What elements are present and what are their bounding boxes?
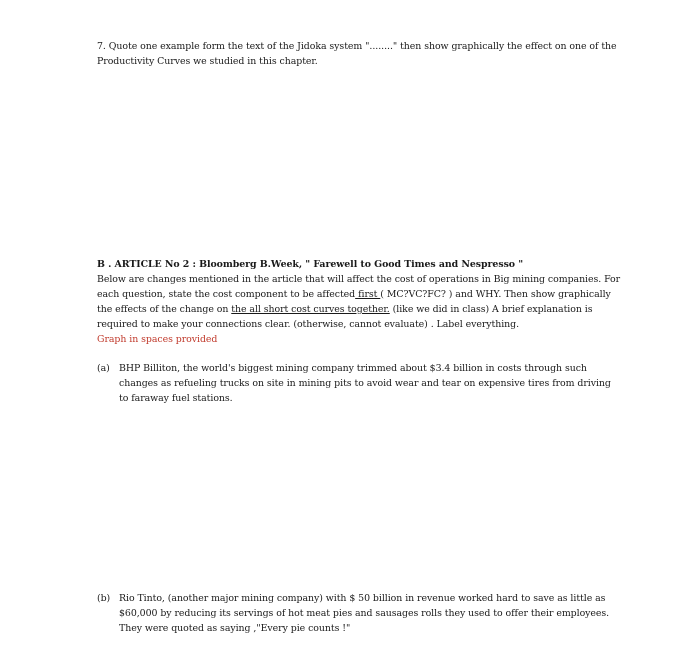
item-b (97, 591, 657, 636)
graph-space-note: Graph in spaces provided (97, 334, 218, 345)
section-b-instructions-line-2 (97, 287, 657, 302)
section-b-instructions-line-1: Below are changes mentioned in the article that will affect the cost of operations in Big mining companies. For (97, 274, 621, 285)
question-7-line-2: Productivity Curves we studied in this chapter. (97, 56, 318, 67)
section-b (97, 257, 657, 347)
section-b-instructions-line-4: required to make your connections clear. (otherwise, cannot evaluate) . Label everything. (97, 319, 520, 330)
instructions-line-3-end: (like we did in class) A brief explanation is (389, 304, 593, 315)
item-b-line-2: $60,000 by reducing its servings of hot meat pies and sausages rolls they used to offer their employees. (119, 608, 610, 619)
instructions-line-3-start: the effects of the change on (97, 304, 232, 315)
instructions-line-2-end: ( MC?VC?FC? ) and WHY. Then show graphically (380, 289, 611, 300)
underlined-cost-curves: the all short cost curves together. (231, 304, 390, 315)
item-b-line-3: They were quoted as saying ,"Every pie counts !" (119, 623, 351, 634)
item-a (97, 361, 657, 406)
item-b-label: (b) (97, 593, 111, 604)
section-b-instructions-line-3 (97, 302, 657, 317)
instructions-line-2-start: each question, state the cost component to be affected (97, 289, 356, 300)
item-a-label: (a) (97, 363, 110, 374)
question-7-line-1: 7. Quote one example form the text of the Jidoka system "........" then show graphically the effect on one of the (97, 41, 617, 52)
item-b-line-1: Rio Tinto, (another major mining company) with $ 50 billion in revenue worked hard to save as little as (119, 593, 606, 604)
item-a-line-2: changes as refueling trucks on site in mining pits to avoid wear and tear on expensive tires from driving (119, 378, 611, 389)
underlined-first: first (355, 289, 381, 300)
item-a-line-3: to faraway fuel stations. (119, 393, 233, 404)
section-b-heading: B . ARTICLE No 2 : Bloomberg B.Week, " Farewell to Good Times and Nespresso " (97, 259, 524, 270)
item-a-line-1: BHP Billiton, the world's biggest mining company trimmed about $3.4 billion in costs through such (119, 363, 587, 374)
question-7 (97, 39, 657, 69)
